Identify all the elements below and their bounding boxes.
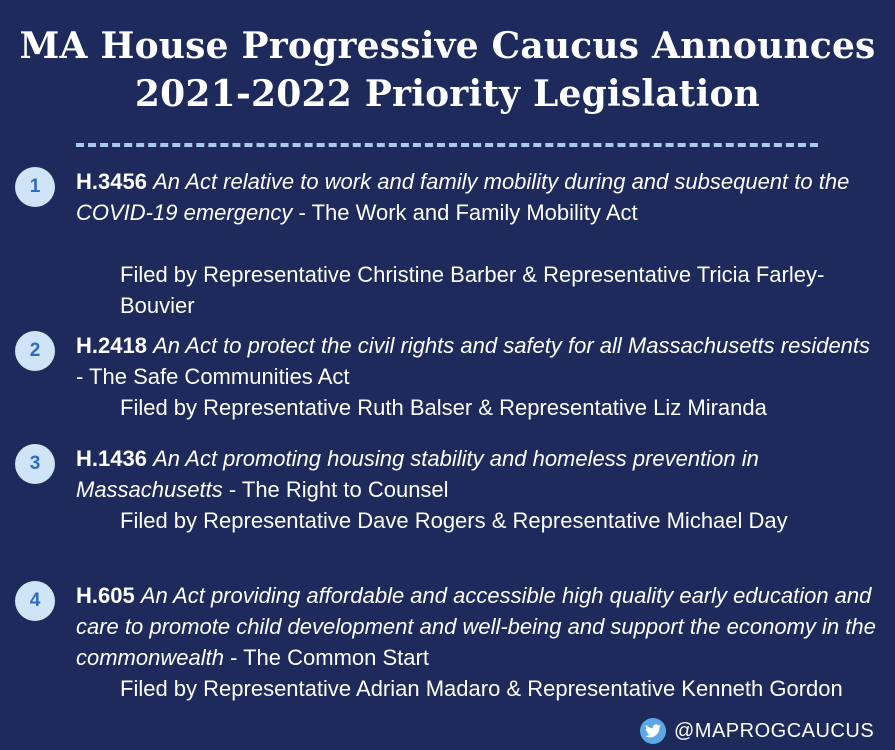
bill-description	[76, 166, 876, 228]
number-badge: 3	[15, 444, 55, 484]
bill-number: H.1436	[76, 446, 147, 471]
act-common-name: - The Safe Communities Act	[76, 364, 350, 389]
filed-by: Filed by Representative Ruth Balser & Representative Liz Miranda	[120, 395, 767, 420]
filed-by: Filed by Representative Christine Barber & Representative Tricia Farley-Bouvier	[120, 262, 825, 318]
bill-description	[76, 443, 876, 505]
twitter-handle: @MAPROGCAUCUS	[674, 719, 875, 742]
act-common-name: - The Work and Family Mobility Act	[292, 200, 638, 225]
bill-number: H.605	[76, 583, 135, 608]
act-common-name: - The Right to Counsel	[222, 477, 449, 502]
bill-number: H.3456	[76, 169, 147, 194]
number-badge: 1	[15, 167, 55, 207]
page-title	[0, 22, 895, 118]
act-title: An Act relative to work and family mobility during and subsequent to the COVID-19 emergency	[76, 169, 850, 225]
number-badge: 2	[15, 331, 55, 371]
title-line-1: MA House Progressive Caucus Announces	[19, 25, 876, 67]
bill-number: H.2418	[76, 333, 147, 358]
act-title: An Act providing affordable and accessible high quality early education and care to promote child development and well-being and support the economy in the commonwealth	[76, 583, 876, 670]
act-common-name: - The Common Start	[223, 645, 429, 670]
twitter-icon	[640, 718, 666, 744]
title-line-2: 2021-2022 Priority Legislation	[134, 73, 761, 115]
number-badge: 4	[15, 581, 55, 621]
act-title: An Act promoting housing stability and homeless prevention in Massachusetts	[76, 446, 759, 502]
act-title: An Act to protect the civil rights and safety for all Massachusetts residents	[153, 333, 871, 358]
filed-by: Filed by Representative Dave Rogers & Representative Michael Day	[120, 508, 788, 533]
filed-by: Filed by Representative Adrian Madaro & Representative Kenneth Gordon	[120, 676, 843, 701]
bill-description	[76, 580, 876, 673]
bill-description	[76, 330, 876, 392]
twitter-handle-footer	[640, 718, 874, 744]
dashed-divider	[76, 143, 818, 147]
